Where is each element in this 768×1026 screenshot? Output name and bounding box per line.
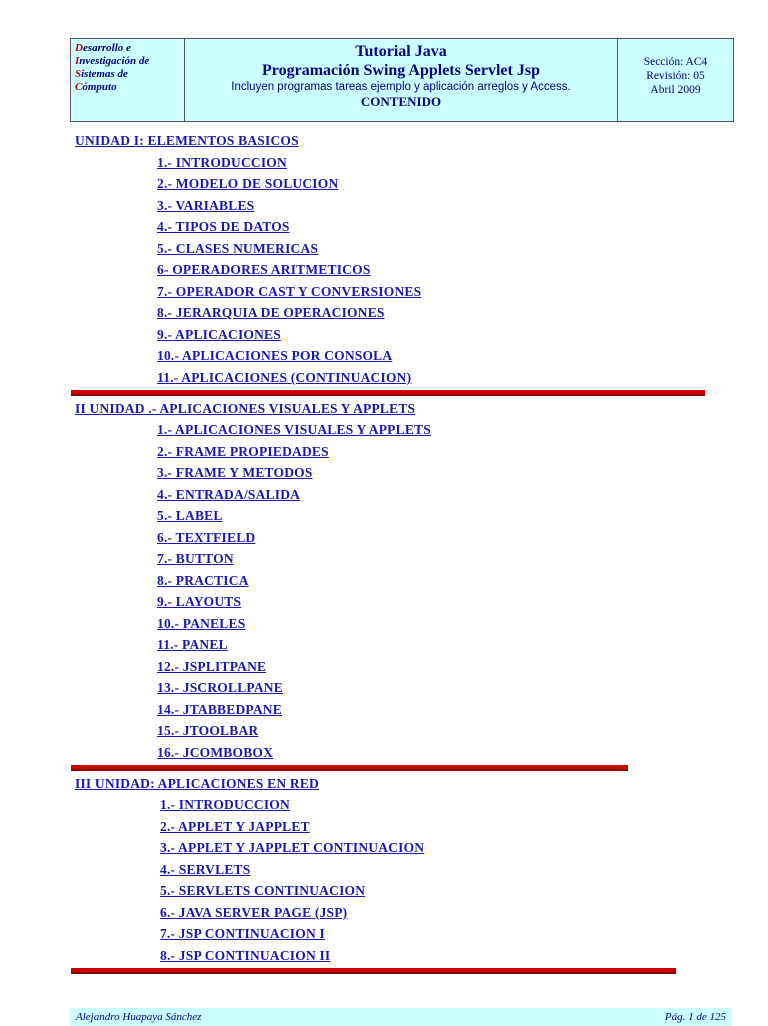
toc-link[interactable]: 8.- JERARQUIA DE OPERACIONES <box>157 305 385 320</box>
section-divider <box>71 390 705 396</box>
unit-2-link[interactable]: II UNIDAD .- APLICACIONES VISUALES Y APPLETS <box>75 401 416 416</box>
author-name: Alejandro Huapaya Sánchez <box>76 1011 202 1023</box>
revision-info <box>618 39 733 121</box>
section-divider <box>71 765 628 771</box>
toc-link[interactable]: 3.- VARIABLES <box>157 198 255 213</box>
revision-date: Abril 2009 <box>650 84 701 96</box>
toc-link[interactable]: 6.- JAVA SERVER PAGE (JSP) <box>160 905 348 920</box>
document-title: Tutorial Java <box>355 43 447 60</box>
organization-name <box>71 39 185 121</box>
toc-link[interactable]: 8.- JSP CONTINUACION II <box>160 948 331 963</box>
toc-link[interactable]: 1.- APLICACIONES VISUALES Y APPLETS <box>157 422 431 437</box>
toc-link[interactable]: 3.- APPLET Y JAPPLET CONTINUACION <box>160 840 425 855</box>
section-divider <box>71 968 676 974</box>
toc-link[interactable]: 6- OPERADORES ARITMETICOS <box>157 262 371 277</box>
toc-link[interactable]: 12.- JSPLITPANE <box>157 659 267 674</box>
contents-heading: CONTENIDO <box>360 94 442 109</box>
toc-link[interactable]: 9.- APLICACIONES <box>157 327 281 342</box>
toc-link[interactable]: 7.- OPERADOR CAST Y CONVERSIONES <box>157 284 422 299</box>
toc-link[interactable]: 2.- MODELO DE SOLUCION <box>157 176 339 191</box>
toc-link[interactable]: 5.- LABEL <box>157 508 223 523</box>
toc-link[interactable]: 10.- APLICACIONES POR CONSOLA <box>157 348 393 363</box>
page-footer <box>70 1008 732 1026</box>
toc-link[interactable]: 15.- JTOOLBAR <box>157 723 259 738</box>
revision-number: Revisión: 05 <box>646 70 705 82</box>
org-line: Desarrollo e <box>75 42 131 54</box>
toc-link[interactable]: 9.- LAYOUTS <box>157 594 242 609</box>
document-description: Incluyen programas tareas ejemplo y aplicación arreglos y Access. <box>231 81 571 93</box>
toc-link[interactable]: 1.- INTRODUCCION <box>157 155 287 170</box>
toc-link[interactable]: 13.- JSCROLLPANE <box>157 680 283 695</box>
document-subtitle: Programación Swing Applets Servlet Jsp <box>262 62 540 79</box>
toc-link[interactable]: 16.- JCOMBOBOX <box>157 745 274 760</box>
toc-link[interactable]: 2.- FRAME PROPIEDADES <box>157 444 329 459</box>
page-number: Pág. 1 de 125 <box>664 1011 726 1023</box>
toc-link[interactable]: 4.- ENTRADA/SALIDA <box>157 487 301 502</box>
toc-link[interactable]: 14.- JTABBEDPANE <box>157 702 282 717</box>
unit-3-link[interactable]: III UNIDAD: APLICACIONES EN RED <box>75 776 319 791</box>
toc-link[interactable]: 5.- CLASES NUMERICAS <box>157 241 319 256</box>
toc-link[interactable]: 4.- TIPOS DE DATOS <box>157 219 290 234</box>
toc-link[interactable]: 1.- INTRODUCCION <box>160 797 290 812</box>
toc-link[interactable]: 4.- SERVLETS <box>160 862 251 877</box>
unit-1-link[interactable]: UNIDAD I: ELEMENTOS BASICOS <box>75 133 299 148</box>
toc-link[interactable]: 7.- JSP CONTINUACION I <box>160 926 325 941</box>
title-block <box>185 39 618 121</box>
org-line: Investigación de <box>75 55 150 67</box>
document-header <box>70 38 734 122</box>
toc-link[interactable]: 2.- APPLET Y JAPPLET <box>160 819 310 834</box>
toc-link[interactable]: 11.- APLICACIONES (CONTINUACION) <box>157 370 412 385</box>
toc-link[interactable]: 7.- BUTTON <box>157 551 234 566</box>
org-line: Cómputo <box>75 81 117 93</box>
toc-link[interactable]: 10.- PANELES <box>157 616 246 631</box>
toc-link[interactable]: 8.- PRACTICA <box>157 573 249 588</box>
org-line: Sistemas de <box>75 68 128 80</box>
toc-link[interactable]: 6.- TEXTFIELD <box>157 530 256 545</box>
toc-link[interactable]: 5.- SERVLETS CONTINUACION <box>160 883 366 898</box>
toc-link[interactable]: 11.- PANEL <box>157 637 228 652</box>
section-code: Sección: AC4 <box>643 56 708 68</box>
toc-link[interactable]: 3.- FRAME Y METODOS <box>157 465 313 480</box>
